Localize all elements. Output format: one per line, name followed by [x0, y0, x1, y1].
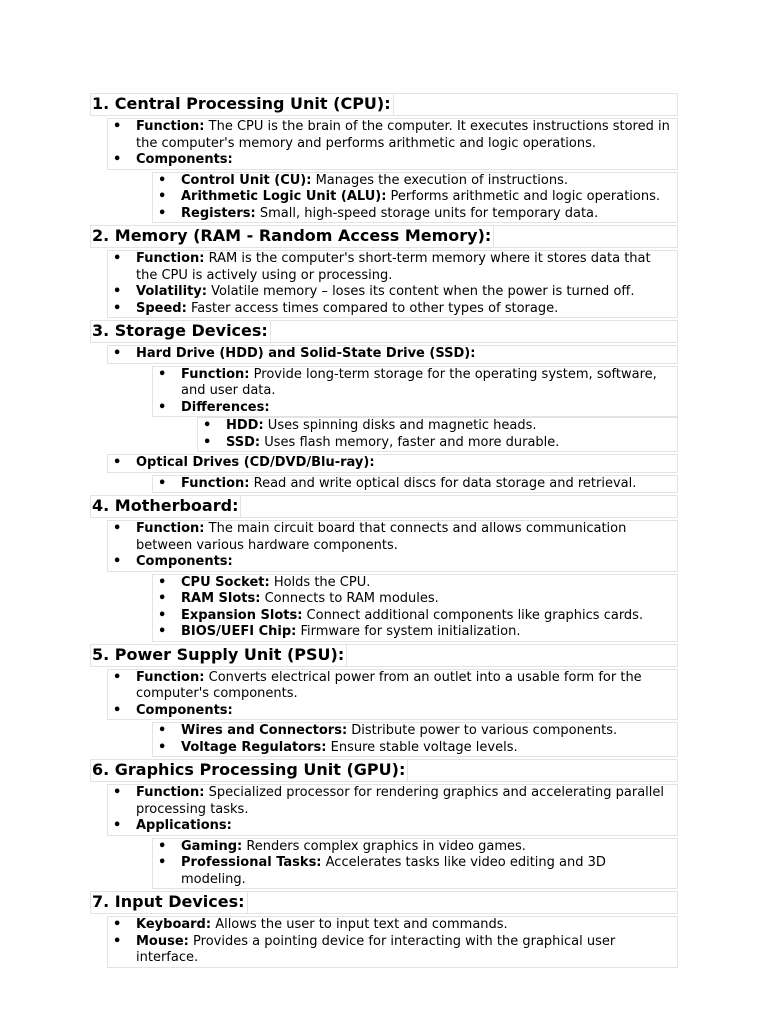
list-item: • BIOS/UEFI Chip: Firmware for system initialization.	[153, 624, 677, 641]
section-heading: 3. Storage Devices:	[90, 320, 678, 343]
section-heading: 2. Memory (RAM - Random Access Memory):	[90, 225, 678, 248]
list-item: • HDD: Uses spinning disks and magnetic heads.	[198, 418, 677, 435]
list-box	[107, 250, 678, 318]
list-box	[107, 916, 678, 968]
section-memory	[90, 225, 678, 318]
section-psu	[90, 644, 678, 758]
section-motherboard	[90, 495, 678, 642]
list-item: • Differences:	[153, 400, 677, 417]
list-item: • Wires and Connectors: Distribute power to various components.	[153, 723, 677, 740]
section-heading: 1. Central Processing Unit (CPU):	[90, 93, 678, 116]
list-box	[107, 345, 678, 364]
list-item: • Keyboard: Allows the user to input text and commands.	[108, 917, 677, 934]
section-cpu	[90, 93, 678, 223]
list-item: • Arithmetic Logic Unit (ALU): Performs arithmetic and logic operations.	[153, 189, 677, 206]
sub-list-box	[152, 838, 678, 890]
list-item: • Function: Provide long-term storage for the operating system, software, and user data.	[153, 367, 677, 400]
list-item: • Expansion Slots: Connect additional components like graphics cards.	[153, 608, 677, 625]
list-item: • Volatility: Volatile memory – loses its content when the power is turned off.	[108, 284, 677, 301]
list-item: • Function: RAM is the computer's short-term memory where it stores data that the CPU is actively using or processing.	[108, 251, 677, 284]
list-item: • RAM Slots: Connects to RAM modules.	[153, 591, 677, 608]
list-item: • Function: The CPU is the brain of the computer. It executes instructions stored in the computer's memory and performs arithmetic and logic operations.	[108, 119, 677, 152]
sub-list-box	[152, 366, 678, 418]
list-item: • Components:	[108, 152, 677, 169]
list-item: • Speed: Faster access times compared to other types of storage.	[108, 301, 677, 318]
section-storage	[90, 320, 678, 493]
list-item: • Components:	[108, 703, 677, 720]
list-box	[107, 454, 678, 473]
list-box	[107, 669, 678, 721]
section-heading: 6. Graphics Processing Unit (GPU):	[90, 759, 678, 782]
list-item: • Voltage Regulators: Ensure stable voltage levels.	[153, 740, 677, 757]
list-box	[107, 118, 678, 170]
section-input-devices	[90, 891, 678, 968]
sub-list-box	[152, 172, 678, 224]
list-item: • Hard Drive (HDD) and Solid-State Drive (SSD):	[108, 346, 677, 363]
list-item: • Function: Read and write optical discs for data storage and retrieval.	[153, 476, 677, 493]
sub-list-box	[152, 722, 678, 757]
list-item: • Professional Tasks: Accelerates tasks like video editing and 3D modeling.	[153, 855, 677, 888]
sub-sub-list-box	[197, 417, 678, 452]
list-item: • Mouse: Provides a pointing device for interacting with the graphical user interface.	[108, 934, 677, 967]
list-box	[107, 520, 678, 572]
section-gpu	[90, 759, 678, 889]
list-item: • CPU Socket: Holds the CPU.	[153, 575, 677, 592]
document	[90, 93, 678, 970]
list-item: • Function: Converts electrical power from an outlet into a usable form for the computer's components.	[108, 670, 677, 703]
list-item: • SSD: Uses flash memory, faster and more durable.	[198, 435, 677, 452]
list-item: • Applications:	[108, 818, 677, 835]
list-item: • Components:	[108, 554, 677, 571]
list-item: • Control Unit (CU): Manages the execution of instructions.	[153, 173, 677, 190]
list-item: • Gaming: Renders complex graphics in video games.	[153, 839, 677, 856]
list-item: • Optical Drives (CD/DVD/Blu-ray):	[108, 455, 677, 472]
list-item: • Function: Specialized processor for rendering graphics and accelerating parallel processing tasks.	[108, 785, 677, 818]
list-box	[107, 784, 678, 836]
list-item: • Registers: Small, high-speed storage units for temporary data.	[153, 206, 677, 223]
section-heading: 4. Motherboard:	[90, 495, 678, 518]
section-heading: 7. Input Devices:	[90, 891, 678, 914]
section-heading: 5. Power Supply Unit (PSU):	[90, 644, 678, 667]
sub-list-box	[152, 574, 678, 642]
list-item: • Function: The main circuit board that connects and allows communication between various hardware components.	[108, 521, 677, 554]
sub-list-box	[152, 475, 678, 494]
